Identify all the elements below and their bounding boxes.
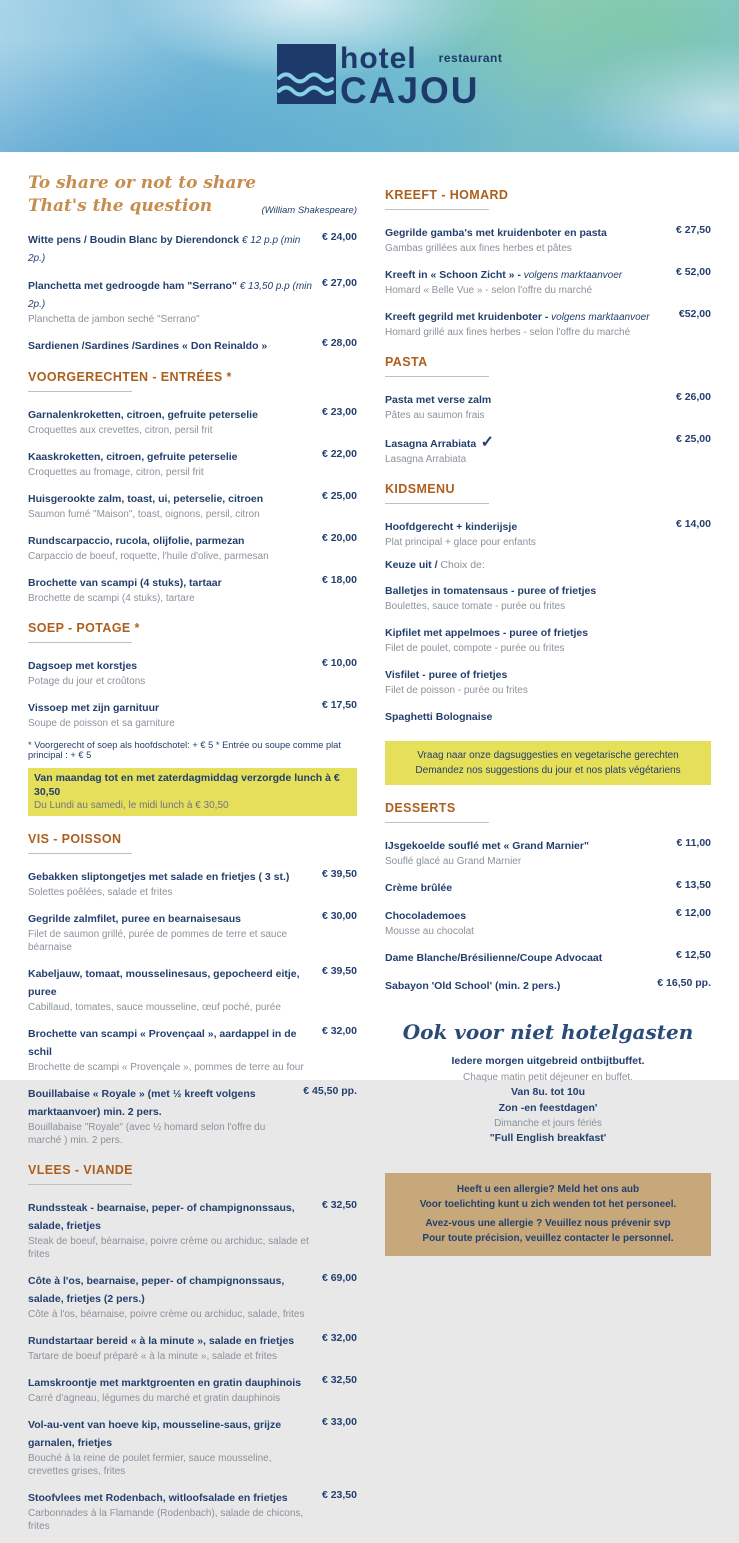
menu-item-name: Pasta met verse zalm [385, 394, 492, 406]
menu-item-name-line [385, 223, 666, 241]
menu-item-name-line [385, 581, 711, 599]
menu-item [28, 1271, 357, 1321]
section-rule [28, 391, 132, 392]
menu-item-price: € 27,00 [321, 276, 357, 289]
menu-item [28, 489, 357, 521]
menu-item-subtitle: Carré d'agneau, légumes du marché et gratin dauphinois [28, 1393, 281, 1405]
menu-item-name-line [28, 964, 312, 1000]
menu-item-name: Rundscarpaccio, rucola, olijfolie, parmezan [28, 534, 245, 547]
menu-item [28, 1373, 357, 1405]
menu-item [28, 276, 357, 326]
menu-item-text [385, 390, 666, 422]
menu-item-name-line [28, 573, 312, 591]
menu-column-right [385, 172, 711, 1543]
menu-item-name-line [28, 447, 312, 465]
lunch-highlight-banner [28, 768, 357, 816]
section-title: VOORGERECHTEN - ENTRÉES * [28, 369, 232, 384]
section-title: KREEFT - HOMARD [385, 188, 509, 202]
section-rule [28, 1184, 132, 1185]
menu-item-name-line [385, 906, 666, 924]
section-rule [385, 822, 489, 823]
script-heading-line: That's the question [28, 195, 213, 216]
menu-item-price: € 39,50 [321, 965, 357, 978]
menu-item-name: Brochette van scampi (4 stuks), tartaar [28, 576, 222, 589]
menu-item-text [385, 836, 667, 868]
menu-item-text [385, 948, 666, 966]
menu-item [28, 867, 357, 899]
menu-item-name: Lamskroontje met marktgroenten en gratin dauphinois [28, 1377, 302, 1390]
menu-item-subtitle: Carpaccio de boeuf, roquette, l'huile d'olive, parmesan [28, 550, 269, 562]
menu-item-name-line [28, 405, 312, 423]
breakfast-block [385, 1020, 711, 1147]
menu-item-price: € 45,50 pp. [303, 1085, 357, 1098]
menu-item [28, 336, 357, 354]
menu-item-name-line [28, 230, 312, 266]
menu-item-text [28, 1271, 312, 1321]
menu-item-name: Planchetta met gedroogde ham "Serrano" [28, 279, 237, 292]
menu-item-name: Kaaskroketten, citroen, gefruite peterselie [28, 450, 238, 463]
menu-item [28, 964, 357, 1014]
menu-item-price: € 32,50 [321, 1374, 357, 1387]
menu-item-subtitle: Homard grillé aux fines herbes - selon l'offre du marché [385, 327, 631, 338]
menu-item-price: € 23,00 [321, 405, 357, 418]
menu-item-name-line [28, 1488, 312, 1506]
section-title: DESSERTS [385, 801, 456, 815]
menu-item-name: Lasagna Arrabiata [385, 438, 477, 450]
menu-item [385, 432, 711, 466]
menu-item-price-note: € 12 p.p (min 2p.) [28, 234, 301, 264]
menu-item [385, 390, 711, 422]
menu-item-text [385, 223, 666, 255]
menu-item-text [385, 517, 666, 549]
menu-item [385, 836, 711, 868]
section-title: KIDSMENU [385, 482, 455, 496]
menu-item-name: Kipfilet met appelmoes - puree of frietjes [385, 627, 589, 639]
section-title: SOEP - POTAGE * [28, 620, 140, 635]
kids-choices-label-fr: Choix de: [437, 559, 485, 571]
menu-item-name: Visfilet - puree of frietjes [385, 669, 508, 681]
menu-item-text [28, 909, 312, 954]
menu-item-subtitle: Boulettes, sauce tomate - purée ou frites [385, 601, 566, 612]
section-title: PASTA [385, 355, 428, 369]
menu-item-name: Kreeft in « Schoon Zicht » - [385, 269, 521, 281]
menu-item-subtitle: Carbonnades à la Flamande (Rodenbach), salade de chicons, frites [28, 1508, 304, 1533]
menu-item-subtitle: Côte à l'os, béarnaise, poivre crème ou archiduc, salade, frites [28, 1309, 305, 1321]
menu-item-price-note: volgens marktaanvoer [520, 270, 623, 281]
breakfast-line: Iedere morgen uitgebreid ontbijtbuffet. [451, 1055, 645, 1067]
breakfast-title: Ook voor niet hotelgasten [402, 1020, 694, 1044]
menu-item-name-line [385, 623, 711, 641]
menu-item-subtitle: Cabillaud, tomates, sauce mousseline, œuf poché, purée [28, 1002, 281, 1014]
menu-item [385, 581, 711, 613]
section-rule [385, 209, 489, 210]
menu-item-text [28, 405, 312, 437]
menu-item-price: € 20,00 [321, 531, 357, 544]
menu-item-price: € 17,50 [321, 698, 357, 711]
menu-item [28, 698, 357, 730]
menu-item-text [28, 1084, 293, 1147]
menu-item-price: € 22,00 [321, 447, 357, 460]
menu-item-subtitle: Filet de poisson - purée ou frites [385, 685, 528, 696]
menu-item [385, 878, 711, 896]
menu-item-name-line [28, 1415, 312, 1451]
menu-item-subtitle: Mousse au chocolat [385, 926, 474, 937]
menu-item-text [28, 447, 312, 479]
menu-item-subtitle: Brochette de scampi (4 stuks), tartare [28, 592, 195, 604]
menu-item-name: Dagsoep met korstjes [28, 659, 138, 672]
section-title: VIS - POISSON [28, 832, 122, 847]
menu-item-name-line [385, 265, 666, 283]
menu-item-name: Sabayon 'Old School' (min. 2 pers.) [385, 980, 561, 992]
menu-item-price: € 32,00 [321, 1332, 357, 1345]
menu-item [385, 223, 711, 255]
menu-item-price: € 23,50 [321, 1489, 357, 1502]
menu-item-price: € 25,00 [675, 433, 711, 445]
section-rule [385, 503, 489, 504]
menu-item-name-line [385, 948, 666, 966]
menu-item [28, 1331, 357, 1363]
menu-item [28, 531, 357, 563]
menu-item [385, 265, 711, 297]
menu-item-name-line [385, 665, 711, 683]
menu-item [385, 707, 711, 725]
menu-item-text [28, 1331, 312, 1363]
breakfast-line: Chaque matin petit déjeuner en buffet. [463, 1071, 633, 1083]
menu-item [28, 656, 357, 688]
menu-item-subtitle: Saumon fumé "Maison", toast, oignons, persil, citron [28, 508, 260, 520]
menu-item-name: Gegrilde zalmfilet, puree en bearnaisesaus [28, 913, 241, 926]
allergy-line-fr-1: Avez-vous une allergie ? Veuillez nous prévenir svp [425, 1218, 671, 1229]
menu-item-name: Spaghetti Bolognaise [385, 711, 493, 723]
menu-item-price: € 12,00 [675, 907, 711, 919]
vegetarian-check-icon: ✓ [476, 434, 495, 451]
menu-item-text [28, 531, 312, 563]
menu-item-subtitle: Bouillabaise "Royale" (avec ½ homard selon l'offre du marché ) min. 2 pers. [28, 1122, 266, 1147]
menu-item-name-line [28, 276, 312, 312]
menu-item-name: Witte pens / Boudin Blanc by Dierendonck [28, 233, 240, 246]
menu-item-name: Huisgerookte zalm, toast, ui, peterselie, citroen [28, 492, 264, 505]
menu-item-subtitle: Brochette de scampi « Provençale », pommes de terre au four [28, 1062, 304, 1074]
menu-item-subtitle: Steak de boeuf, béarnaise, poivre crème ou archiduc, salade et frites [28, 1236, 309, 1261]
menu-item-name: Kabeljauw, tomaat, mousselinesaus, gepocheerd eitje, puree [28, 968, 300, 999]
section-rule [28, 642, 132, 643]
menu-item-name: Gegrilde gamba's met kruidenboter en pasta [385, 227, 607, 239]
menu-item-subtitle: Pâtes au saumon frais [385, 410, 485, 421]
menu-item-name: Crème brûlée [385, 882, 453, 894]
menu-item-text [385, 581, 711, 613]
menu-item [385, 623, 711, 655]
menu-item [28, 405, 357, 437]
menu-item-text [28, 698, 312, 730]
waves-icon [277, 44, 336, 104]
menu-item-price: € 12,50 [675, 949, 711, 961]
menu-item-name-line [385, 307, 669, 325]
menu-item-subtitle: Solettes poêlées, salade et frites [28, 887, 173, 899]
menu-item-price: € 16,50 pp. [657, 977, 711, 989]
menu-item-text [385, 432, 666, 466]
menu-item-text [385, 707, 711, 725]
menu-item-name-line [385, 878, 666, 896]
menu-item-text [28, 230, 312, 266]
menu-item [385, 307, 711, 339]
menu-item-subtitle: Lasagna Arrabiata [385, 454, 467, 465]
lunch-highlight-line-nl: Van maandag tot en met zaterdagmiddag verzorgde lunch à € 30,50 [34, 771, 340, 798]
allergy-notice-box [385, 1173, 711, 1256]
menu-item-text [28, 573, 312, 605]
section-title: VLEES - VIANDE [28, 1163, 133, 1178]
menu-item-text [385, 307, 669, 339]
menu-item-name-line [28, 1084, 293, 1120]
supplement-note: * Voorgerecht of soep als hoofdschotel: + € 5 * Entrée ou soupe comme plat principal : + € 5 [28, 739, 341, 760]
menu-item-name-line [28, 336, 312, 354]
menu-item-subtitle: Plat principal + glace pour enfants [385, 537, 536, 548]
breakfast-line: Zon -en feestdagen' [498, 1101, 598, 1114]
menu-item [385, 906, 711, 938]
menu-item-subtitle: Filet de poulet, compote - purée ou frites [385, 643, 565, 654]
menu-item-text [28, 1415, 312, 1478]
menu-item-text [28, 1373, 312, 1405]
menu-item [385, 976, 711, 994]
menu-item [28, 447, 357, 479]
menu-item-name-line [28, 1024, 312, 1060]
menu-item-subtitle: Potage du jour et croûtons [28, 675, 146, 687]
menu-item-name-line [385, 976, 647, 994]
menu-item-price: € 11,00 [676, 837, 711, 849]
menu-item-text [385, 265, 666, 297]
menu-item-name-line [28, 1198, 312, 1234]
menu-item-subtitle: Bouché à la reine de poulet fermier, sauce mousseline, crevettes grises, frites [28, 1453, 272, 1478]
menu-item-name: Brochette van scampi « Provençaal », aardappel in de schil [28, 1028, 297, 1059]
menu-item-name: Stoofvlees met Rodenbach, witloofsalade en frietjes [28, 1492, 288, 1505]
menu-item-subtitle: Gambas grillées aux fines herbes et pâtes [385, 243, 572, 254]
menu-item-text [28, 1198, 312, 1261]
menu-item-name: Hoofdgerecht + kinderijsje [385, 521, 518, 533]
menu-item-subtitle: Tartare de boeuf préparé « à la minute », salade et frites [28, 1351, 278, 1363]
menu-item-text [28, 489, 312, 521]
logo-text [340, 44, 502, 109]
attribution-text: (William Shakespeare) [261, 204, 357, 216]
menu-column-left [28, 172, 357, 1543]
menu-item-subtitle: Homard « Belle Vue » - selon l'offre du marché [385, 285, 593, 296]
kids-choices-label-nl: Keuze uit / [385, 559, 438, 571]
breakfast-line: "Full English breakfast' [489, 1132, 607, 1145]
menu-item-name-line [28, 1271, 312, 1307]
menu-item-text [385, 906, 666, 938]
section-rule [385, 376, 489, 377]
menu-item-price: € 26,00 [675, 391, 711, 403]
share-heading-block [28, 172, 357, 218]
suggestions-banner-line: Demandez nos suggestions du jour et nos plats végétariens [415, 765, 681, 776]
header-banner [0, 0, 739, 152]
menu-item-name: Chocolademoes [385, 910, 467, 922]
menu-item [28, 573, 357, 605]
menu-item-name: Vol-au-vent van hoeve kip, mousseline-saus, grijze garnalen, frietjes [28, 1419, 282, 1450]
menu-item-text [28, 276, 312, 326]
menu-item-name-line [28, 489, 312, 507]
allergy-line-fr-2: Pour toute précision, veuillez contacter le personnel. [422, 1232, 674, 1244]
menu-item-price: €52,00 [678, 308, 711, 320]
menu-item-name: Kreeft gegrild met kruidenboter - [385, 311, 549, 323]
menu-item [385, 665, 711, 697]
menu-item-price-note: € 13,50 p.p (min 2p.) [28, 280, 312, 310]
menu-item-price: € 13,50 [675, 879, 711, 891]
menu-item-name: Balletjes in tomatensaus - puree of frietjes [385, 585, 597, 597]
menu-item [28, 1024, 357, 1074]
menu-item-text [28, 964, 312, 1014]
allergy-line-nl-1: Heeft u een allergie? Meld het ons aub [456, 1184, 640, 1195]
menu-item-name: Rundssteak - bearnaise, peper- of champignonssaus, salade, frietjes [28, 1202, 295, 1233]
menu-item-subtitle: Croquettes aux crevettes, citron, persil frit [28, 424, 213, 436]
logo-word-hotel: hotel [340, 42, 417, 75]
menu-item-name: Vissoep met zijn garnituur [28, 701, 160, 714]
menu-item-price: € 33,00 [321, 1416, 357, 1429]
script-heading-row [28, 195, 357, 218]
menu-item-name: Garnalenkroketten, citroen, gefruite peterselie [28, 408, 258, 421]
logo-word-cajou: CAJOU [340, 70, 480, 111]
menu-item-subtitle: Planchetta de jambon seché "Serrano" [28, 313, 200, 325]
menu-item [28, 909, 357, 954]
menu-item-name: Côte à l'os, bearnaise, peper- of champignonssaus, salade, frietjes (2 pers.) [28, 1275, 285, 1306]
menu-item-name-line [28, 1373, 312, 1391]
menu-item-subtitle: Croquettes au fromage, citron, persil frit [28, 466, 204, 478]
menu-item-subtitle: Filet de saumon grillé, purée de pommes de terre et sauce béarnaise [28, 929, 288, 954]
section-rule [28, 853, 132, 854]
menu-item-price: € 24,00 [321, 230, 357, 243]
breakfast-line: Dimanche et jours fériés [494, 1118, 602, 1130]
suggestions-banner [385, 741, 711, 785]
menu-item [28, 1415, 357, 1478]
menu-item [28, 1488, 357, 1533]
menu-item-text [28, 656, 312, 688]
menu-item-name-line [385, 517, 666, 535]
menu-item-name-line [385, 707, 711, 725]
menu-item-subtitle: Soupe de poisson et sa garniture [28, 717, 175, 729]
menu-item-price: € 28,00 [321, 336, 357, 349]
menu-item-text [28, 336, 312, 354]
menu-item-text [28, 1024, 312, 1074]
menu-item-name: Gebakken sliptongetjes met salade en frietjes ( 3 st.) [28, 871, 290, 884]
menu-item-name: Bouillabaise « Royale » (met ½ kreeft volgens marktaanvoer) min. 2 pers. [28, 1088, 256, 1119]
menu-item-name: IJsgekoelde souflé met « Grand Marnier" [385, 840, 589, 852]
menu-item-price: € 10,00 [321, 656, 357, 669]
menu-item-subtitle: Souflé glacé au Grand Marnier [385, 856, 522, 867]
menu-item-price: € 39,50 [321, 868, 357, 881]
menu-item-price: € 30,00 [321, 910, 357, 923]
menu-item-name-line [28, 698, 312, 716]
menu-item [28, 1084, 357, 1147]
breakfast-line: Van 8u. tot 10u [510, 1085, 586, 1098]
menu-item-name-line [28, 1331, 312, 1349]
menu-item-name-line [385, 432, 666, 452]
menu-item-name-line [28, 867, 312, 885]
menu-item-name: Rundstartaar bereid « à la minute », salade en frietjes [28, 1335, 295, 1348]
menu-item-price: € 14,00 [675, 518, 711, 530]
menu-item-text [385, 976, 647, 994]
menu-item-name-line [385, 836, 667, 854]
menu-item-name-line [28, 656, 312, 674]
menu-item-price: € 52,00 [675, 266, 711, 278]
menu-item-text [28, 867, 312, 899]
menu-item-name-line [28, 531, 312, 549]
menu-item-price: € 25,00 [321, 489, 357, 502]
menu-item [28, 1198, 357, 1261]
hotel-cajou-logo [277, 44, 502, 109]
menu-item-text [385, 623, 711, 655]
menu-item-text [385, 878, 666, 896]
lunch-highlight-line-fr: Du Lundi au samedi, le midi lunch à € 30,50 [34, 800, 229, 812]
menu-item-name-line [28, 909, 312, 927]
menu-item-price: € 32,50 [321, 1199, 357, 1212]
allergy-line-nl-2: Voor toelichting kunt u zich wenden tot het personeel. [419, 1198, 677, 1210]
menu-item-name: Dame Blanche/Brésilienne/Coupe Advocaat [385, 952, 603, 964]
menu-item-name-line [385, 390, 666, 408]
menu-item-price: € 27,50 [675, 224, 711, 236]
script-heading-line: To share or not to share [28, 173, 257, 193]
kids-choices-label [385, 559, 711, 571]
menu-content [0, 152, 739, 1543]
menu-item [385, 517, 711, 549]
menu-item-price: € 69,00 [321, 1272, 357, 1285]
menu-item-price-note: volgens marktaanvoer [548, 312, 650, 323]
menu-item-price: € 32,00 [321, 1025, 357, 1038]
suggestions-banner-line: Vraag naar onze dagsuggesties en vegetarische gerechten [417, 750, 679, 761]
logo-word-restaurant: restaurant [438, 51, 503, 65]
menu-item-text [28, 1488, 312, 1533]
menu-item [385, 948, 711, 966]
menu-item [28, 230, 357, 266]
menu-item-price: € 18,00 [321, 573, 357, 586]
menu-item-name: Sardienen /Sardines /Sardines « Don Reinaldo » [28, 339, 268, 352]
menu-item-text [385, 665, 711, 697]
